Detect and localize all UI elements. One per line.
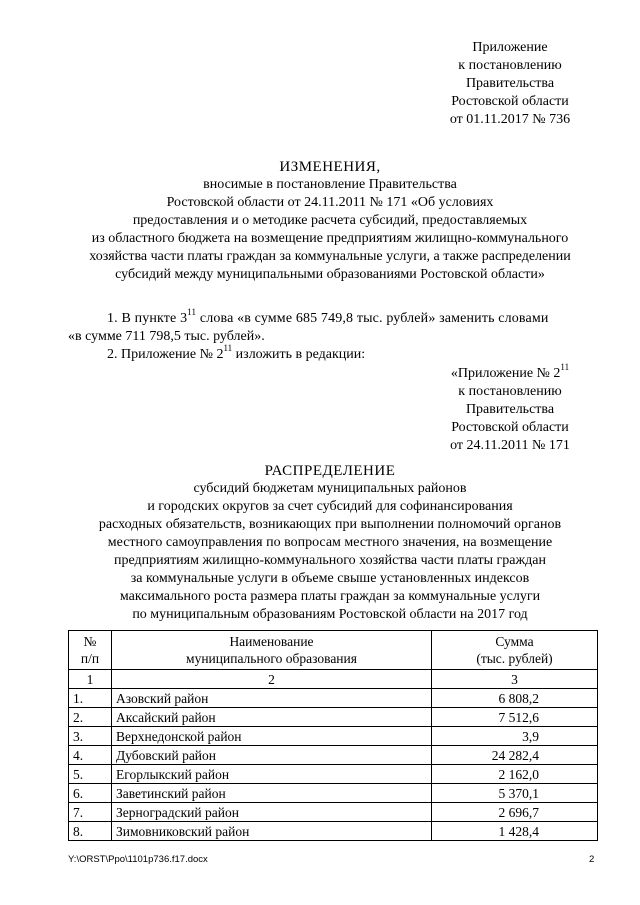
table-row: [69, 689, 598, 708]
appendix-block: [405, 362, 615, 455]
table-header-row: [69, 631, 598, 670]
item-2-sup: 11: [223, 343, 233, 354]
distribution-line: субсидий бюджетам муниципальных районов: [193, 481, 467, 496]
header-num-line: №: [83, 634, 97, 649]
appendix-line: [405, 362, 615, 383]
appendix-line: Правительства: [465, 402, 555, 417]
row-name: Заветинский район: [112, 784, 432, 803]
header-sum-line: (тыс. рублей): [476, 651, 553, 666]
row-name: Зерноградский район: [112, 803, 432, 822]
row-num: 7.: [69, 803, 112, 822]
header-name-line: Наименование: [229, 634, 314, 649]
row-sum: 2 162,0: [432, 765, 598, 784]
item-1-text-b: слова «в сумме 685 749,8 тыс. рублей» заменить словами: [196, 311, 549, 326]
row-sum: 24 282,4: [432, 746, 598, 765]
approval-line: Приложение: [472, 40, 548, 55]
appendix-line: к постановлению: [458, 384, 562, 399]
row-name: Егорлыкский район: [112, 765, 432, 784]
changes-title: ИЗМЕНЕНИЯ,: [279, 159, 381, 175]
footer-file-path: Y:\ORST\Ppo\1101p736.f17.docx: [68, 854, 208, 865]
item-2: [107, 343, 366, 364]
header-name-line: муниципального образования: [186, 651, 357, 666]
distribution-line: максимального роста размера платы граждан за коммунальные услуги: [119, 589, 541, 604]
table-row: [69, 803, 598, 822]
distribution-line: за коммунальные услуги в объеме свыше установленных индексов: [130, 571, 530, 586]
header-num-line: п/п: [80, 651, 100, 666]
row-num: 4.: [69, 746, 112, 765]
heading-line: хозяйства части платы граждан за коммунальные услуги, а также распределении: [89, 249, 571, 264]
heading-line: предоставления и о методике расчета субсидий, предоставляемых: [132, 213, 528, 228]
changes-heading: [60, 158, 600, 284]
row-sum: 3,9: [432, 727, 598, 746]
item-1: [107, 307, 597, 328]
table-row: [69, 822, 598, 841]
row-sum: 2 696,7: [432, 803, 598, 822]
heading-line: субсидий между муниципальными образованиями Ростовской области»: [115, 267, 545, 282]
row-num: 1.: [69, 689, 112, 708]
distribution-title: РАСПРЕДЕЛЕНИЕ: [264, 463, 396, 479]
row-num: 8.: [69, 822, 112, 841]
appendix-sup: 11: [560, 362, 570, 373]
row-name: Зимовниковский район: [112, 822, 432, 841]
distribution-line: расходных обязательств, возникающих при выполнении полномочий органов: [98, 517, 562, 532]
header-name: [112, 631, 432, 670]
table-index-row: [69, 670, 598, 689]
approval-block: [405, 39, 615, 129]
approval-line: Правительства: [465, 76, 555, 91]
row-num: 2.: [69, 708, 112, 727]
row-sum: 1 428,4: [432, 822, 598, 841]
distribution-heading: [40, 462, 620, 624]
distribution-line: местного самоуправления по вопросам местного значения, на возмещение: [107, 535, 553, 550]
table-row: [69, 746, 598, 765]
row-sum: 6 808,2: [432, 689, 598, 708]
row-num: 3.: [69, 727, 112, 746]
row-name: Дубовский район: [112, 746, 432, 765]
appendix-title: «Приложение № 2: [450, 366, 561, 381]
row-name: Аксайский район: [112, 708, 432, 727]
item-2-text-b: изложить в редакции:: [232, 347, 366, 362]
footer-page-number: 2: [589, 854, 595, 865]
header-sum-line: Сумма: [495, 634, 534, 649]
table-row: [69, 784, 598, 803]
index-cell: 2: [112, 670, 432, 689]
item-1-continuation: «в сумме 711 798,5 тыс. рублей».: [68, 329, 265, 344]
row-num: 6.: [69, 784, 112, 803]
appendix-line: Ростовской области: [451, 420, 569, 435]
row-sum: 7 512,6: [432, 708, 598, 727]
table-row: [69, 765, 598, 784]
distribution-table: [68, 630, 598, 841]
approval-line: от 01.11.2017 № 736: [449, 112, 571, 127]
header-sum: [432, 631, 598, 670]
row-sum: 5 370,1: [432, 784, 598, 803]
item-2-text-a: 2. Приложение № 2: [107, 347, 224, 362]
heading-line: из областного бюджета на возмещение предприятиям жилищно-коммунального: [91, 231, 569, 246]
approval-line: к постановлению: [458, 58, 562, 73]
item-1-text-a: 1. В пункте 3: [107, 311, 188, 326]
appendix-line: от 24.11.2011 № 171: [450, 438, 570, 453]
distribution-line: предприятиям жилищно-коммунального хозяйства части платы граждан: [114, 553, 546, 568]
index-cell: 3: [432, 670, 598, 689]
row-num: 5.: [69, 765, 112, 784]
distribution-line: по муниципальным образованиям Ростовской области на 2017 год: [132, 607, 528, 622]
heading-line: вносимые в постановление Правительства: [203, 177, 457, 192]
header-num: [69, 631, 112, 670]
row-name: Верхнедонской район: [112, 727, 432, 746]
heading-line: Ростовской области от 24.11.2011 № 171 «Об условиях: [166, 195, 494, 210]
row-name: Азовский район: [112, 689, 432, 708]
index-cell: 1: [69, 670, 112, 689]
approval-line: Ростовской области: [451, 94, 569, 109]
table-row: [69, 708, 598, 727]
item-1-sup: 11: [187, 307, 197, 318]
distribution-line: и городских округов за счет субсидий для софинансирования: [147, 499, 513, 514]
table-row: [69, 727, 598, 746]
